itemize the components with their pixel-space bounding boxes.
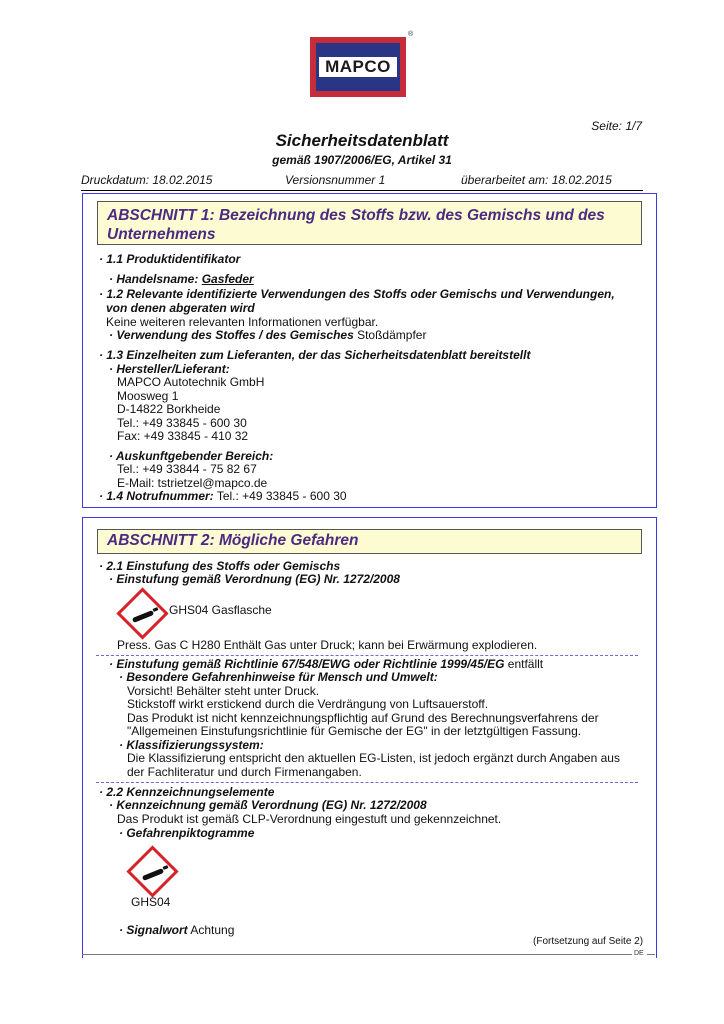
- trade-name-row: [109, 273, 254, 287]
- dashed-divider: [96, 655, 638, 656]
- s12-heading-line1: · 1.2 Relevante identifizierte Verwendungen des Stoffs oder Gemischs und Verwendungen,: [99, 287, 615, 301]
- logo-text: MAPCO: [325, 57, 391, 76]
- page-number: Seite: 1/7: [591, 119, 642, 133]
- section1-heading: ABSCHNITT 1: Bezeichnung des Stoffs bzw. des Gemischs und des Unternehmens: [107, 207, 605, 243]
- supplier-line: D-14822 Borkheide: [117, 402, 221, 416]
- s21-heading: · 2.1 Einstufung des Stoffs oder Gemischs: [99, 559, 341, 573]
- section1-heading-band: [97, 201, 642, 245]
- use-row: [109, 329, 426, 343]
- s22-heading: · 2.2 Kennzeichnungselemente: [99, 785, 275, 799]
- version-number: Versionsnummer 1: [285, 173, 386, 187]
- emergency-row: [99, 490, 347, 504]
- revision-date: überarbeitet am: 18.02.2015: [461, 173, 612, 187]
- special-hazards-label: · Besondere Gefahrenhinweise für Mensch und Umwelt:: [119, 670, 438, 684]
- use-label: · Verwendung des Stoffes / des Gemisches: [109, 328, 354, 342]
- footer-rule-end: [647, 954, 655, 955]
- supplier-line: MAPCO Autotechnik GmbH: [117, 375, 265, 389]
- info-line: E-Mail: tstrietzel@mapco.de: [117, 476, 268, 490]
- directive-value: entfällt: [507, 657, 544, 671]
- signal-word-label: · Signalwort: [119, 923, 188, 937]
- pictogram-code: GHS04: [131, 895, 171, 909]
- s12-heading-line2: von denen abgeraten wird: [106, 301, 255, 315]
- section2-heading: ABSCHNITT 2: Mögliche Gefahren: [107, 532, 359, 549]
- special-hazards-line: "Allgemeinen Einstufungsrichtlinie für Gemische der EG" in der letztgültigen Fassung.: [127, 724, 582, 738]
- dashed-divider: [96, 782, 638, 783]
- signal-word-value: Achtung: [190, 923, 235, 937]
- press-gas-statement: Press. Gas C H280 Enthält Gas unter Druck; kann bei Erwärmung explodieren.: [117, 638, 538, 652]
- mapco-logo: [310, 37, 406, 97]
- supplier-label: · Hersteller/Lieferant:: [109, 362, 230, 376]
- clp-classification-label: · Einstufung gemäß Verordnung (EG) Nr. 1272/2008: [109, 572, 400, 586]
- header-rule: [81, 190, 643, 191]
- use-value: Stoßdämpfer: [357, 328, 427, 342]
- print-date: Druckdatum: 18.02.2015: [81, 173, 213, 187]
- language-code: DE: [634, 950, 644, 957]
- info-line: Tel.: +49 33844 - 75 82 67: [117, 462, 257, 476]
- supplier-line: Tel.: +49 33845 - 600 30: [117, 416, 247, 430]
- classification-system-line: Die Klassifizierung entspricht den aktuellen EG-Listen, ist jedoch ergänzt durch Angaben aus: [127, 751, 620, 765]
- special-hazards-line: Vorsicht! Behälter steht unter Druck.: [127, 684, 320, 698]
- footer-rule: [82, 954, 632, 955]
- registered-mark: ®: [408, 31, 414, 38]
- directive-label: · Einstufung gemäß Richtlinie 67/548/EWG oder Richtlinie 1999/45/EG: [109, 657, 505, 671]
- section2-heading-band: [97, 529, 642, 554]
- clp-labelling-text: Das Produkt ist gemäß CLP-Verordnung eingestuft und gekennzeichnet.: [117, 812, 502, 826]
- emergency-label: · 1.4 Notrufnummer:: [99, 489, 214, 503]
- trade-name-label: · Handelsname:: [109, 272, 199, 286]
- signal-word-row: [119, 924, 234, 938]
- special-hazards-line: Stickstoff wirkt erstickend durch die Verdrängung von Luftsauerstoff.: [127, 697, 489, 711]
- s11-heading: · 1.1 Produktidentifikator: [99, 252, 241, 266]
- document-title: Sicherheitsdatenblatt: [275, 131, 449, 150]
- classification-system-label: · Klassifizierungssystem:: [119, 738, 264, 752]
- s13-heading: · 1.3 Einzelheiten zum Lieferanten, der das Sicherheitsdatenblatt bereitstellt: [99, 348, 531, 362]
- info-label: · Auskunftgebender Bereich:: [109, 449, 274, 463]
- supplier-line: Moosweg 1: [117, 389, 179, 403]
- document-subtitle: gemäß 1907/2006/EG, Artikel 31: [272, 153, 452, 167]
- special-hazards-line: Das Produkt ist nicht kennzeichnungspflichtig auf Grund des Berechnungsverfahrens der: [127, 711, 599, 725]
- classification-system-line: der Fachliteratur und durch Firmenangaben.: [127, 765, 362, 779]
- emergency-value: Tel.: +49 33845 - 600 30: [216, 489, 347, 503]
- continuation-note: (Fortsetzung auf Seite 2): [533, 936, 644, 947]
- supplier-line: Fax: +49 33845 - 410 32: [117, 429, 249, 443]
- clp-labelling-label: · Kennzeichnung gemäß Verordnung (EG) Nr. 1272/2008: [109, 798, 427, 812]
- ghs04-label: GHS04 Gasflasche: [169, 603, 272, 617]
- pictograms-label: · Gefahrenpiktogramme: [119, 826, 255, 840]
- s12-info: Keine weiteren relevanten Informationen verfügbar.: [106, 315, 379, 329]
- trade-name-value: Gasfeder: [201, 272, 254, 286]
